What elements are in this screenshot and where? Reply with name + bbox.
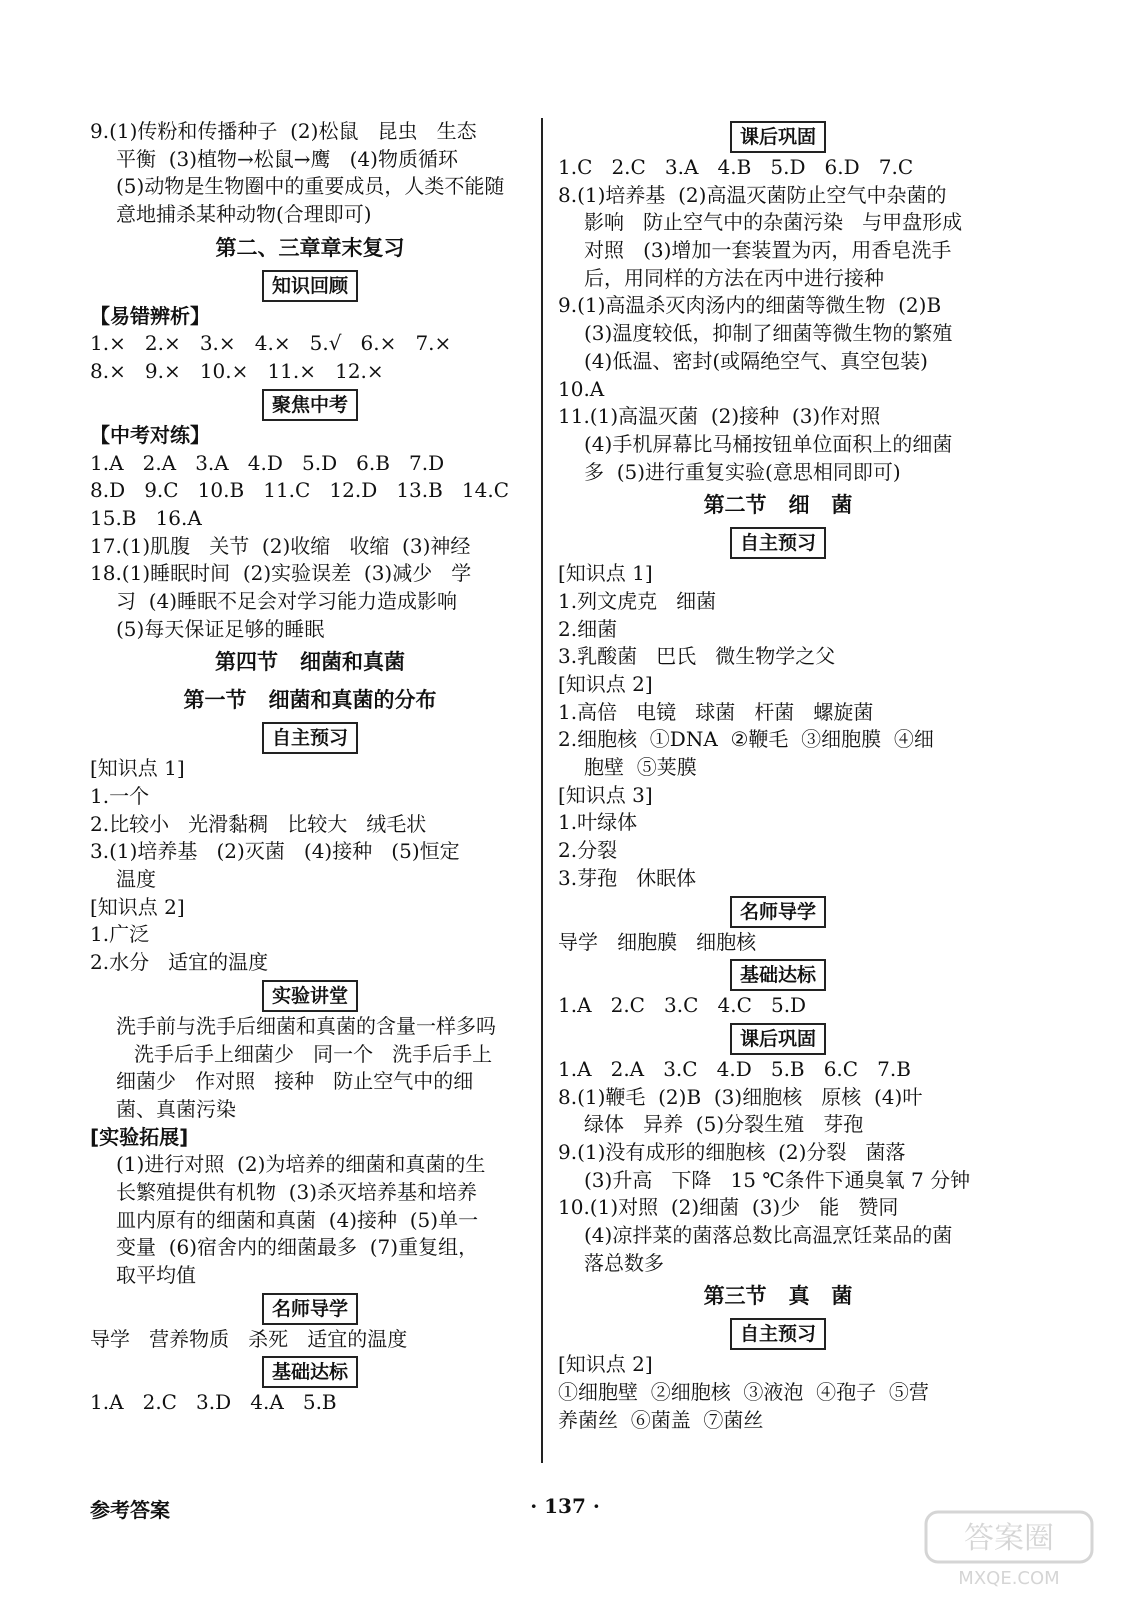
section-box-label: 名师导学 — [730, 896, 826, 928]
answer-line: 洗手后手上细菌少 同一个 洗手后手上 — [134, 1041, 493, 1066]
section-box-label: 自主预习 — [262, 722, 358, 754]
answer-line: 意地捕杀某种动物(合理即可) — [116, 202, 372, 227]
answer-line: 平衡 (3)植物→松鼠→鹰 (4)物质循环 — [116, 146, 458, 171]
section-box-label: 基础达标 — [730, 959, 826, 991]
answer-line: 8.(1)鞭毛 (2)B (3)细胞核 原核 (4)叶 — [558, 1084, 923, 1109]
left-column — [90, 118, 530, 1417]
answer-line: 多 (5)进行重复实验(意思相同即可) — [584, 459, 901, 484]
answer-line: (3)温度较低，抑制了细菌等微生物的繁殖 — [584, 321, 953, 346]
answer-line: [知识点 1] — [90, 756, 185, 781]
watermark-text: 答案圈 — [964, 1521, 1054, 1556]
section-box — [558, 118, 998, 154]
column-divider — [541, 118, 543, 1463]
section-box-label: 名师导学 — [262, 1293, 358, 1325]
answer-line: (5)每天保证足够的睡眠 — [116, 616, 325, 641]
section-box-label: 基础达标 — [262, 1356, 358, 1388]
section-box-label: 自主预习 — [730, 1318, 826, 1350]
answer-line: (4)低温、密封(或隔绝空气、真空包装) — [584, 348, 928, 373]
answer-line: 变量 (6)宿舍内的细菌最多 (7)重复组， — [116, 1235, 479, 1260]
answer-line: 9.(1)没有成形的细胞核 (2)分裂 菌落 — [558, 1139, 906, 1164]
answer-line: [知识点 1] — [558, 561, 653, 586]
answer-line: 2.细胞核 ①DNA ②鞭毛 ③细胞膜 ④细 — [558, 727, 934, 752]
subsection-label: 【中考对练】 — [90, 422, 210, 447]
answer-line: 取平均值 — [116, 1263, 196, 1287]
answer-line: 17.(1)肌腹 关节 (2)收缩 收缩 (3)神经 — [90, 533, 471, 558]
answer-line: 1.C 2.C 3.A 4.B 5.D 6.D 7.C — [558, 155, 914, 179]
answer-line: 2.比较小 光滑黏稠 比较大 绒毛状 — [90, 811, 427, 836]
answer-line: 1.A 2.C 3.D 4.A 5.B — [90, 1390, 337, 1415]
answer-line: 影响 防止空气中的杂菌污染 与甲盘形成 — [584, 210, 963, 235]
section-box — [90, 719, 530, 755]
answer-line: 温度 — [116, 867, 156, 892]
section-heading: 第二、三章章末复习 — [215, 235, 405, 260]
section-box-label: 实验讲堂 — [262, 980, 358, 1012]
subsection-label: [实验拓展] — [90, 1124, 189, 1149]
answer-line: [知识点 2] — [558, 672, 653, 696]
section-box — [558, 1020, 998, 1056]
answer-line: 2.分裂 — [558, 838, 618, 863]
answer-line: 3.(1)培养基 (2)灭菌 (4)接种 (5)恒定 — [90, 839, 460, 864]
section-box — [90, 267, 530, 303]
answer-line: 15.B 16.A — [90, 505, 202, 530]
answer-line: 1.一个 — [90, 784, 150, 808]
answer-line: 8.D 9.C 10.B 11.C 12.D 13.B 14.C — [90, 478, 510, 503]
section-box-label: 课后巩固 — [730, 1023, 826, 1055]
section-box-label: 自主预习 — [730, 527, 826, 559]
section-box — [558, 956, 998, 992]
section-box — [558, 1315, 998, 1351]
answer-line: 导学 细胞膜 细胞核 — [558, 929, 757, 954]
answer-line: 3.乳酸菌 巴氏 微生物学之父 — [558, 644, 836, 669]
watermark-url: MXQE.COM — [958, 1568, 1060, 1589]
answer-line: 1.叶绿体 — [558, 810, 638, 835]
answer-line: (3)升高 下降 15 ℃条件下通臭氧 7 分钟 — [584, 1167, 971, 1192]
section-box-label: 聚焦中考 — [262, 389, 358, 421]
answer-line: 1.A 2.A 3.A 4.D 5.D 6.B 7.D — [90, 450, 445, 475]
section-box — [90, 386, 530, 422]
answer-line: 8.× 9.× 10.× 11.× 12.× — [90, 359, 384, 384]
section-box — [558, 893, 998, 929]
section-box — [90, 1353, 530, 1389]
answer-line: 菌、真菌污染 — [116, 1096, 236, 1121]
section-box-label: 知识回顾 — [262, 270, 358, 302]
answer-line: 1.列文虎克 细菌 — [558, 588, 717, 613]
answer-line: 对照 (3)增加一套装置为丙，用香皂洗手 — [584, 238, 952, 263]
answer-line: ①细胞壁 ②细胞核 ③液泡 ④孢子 ⑤营 — [558, 1380, 929, 1405]
answer-line: 导学 营养物质 杀死 适宜的温度 — [90, 1326, 408, 1351]
answer-line: 1.× 2.× 3.× 4.× 5.√ 6.× 7.× — [90, 331, 452, 356]
section-heading: 第四节 细菌和真菌 — [215, 650, 405, 675]
answer-line: (5)动物是生物圈中的重要成员，人类不能随 — [116, 174, 505, 199]
answer-line: 9.(1)传粉和传播种子 (2)松鼠 昆虫 生态 — [90, 119, 477, 143]
section-box — [90, 1290, 530, 1326]
answer-line: 8.(1)培养基 (2)高温灭菌防止空气中杂菌的 — [558, 182, 947, 207]
answer-line: 长繁殖提供有机物 (3)杀灭培养基和培养 — [116, 1179, 478, 1204]
answer-line: 2.水分 适宜的温度 — [90, 950, 269, 975]
page-number: · 137 · — [530, 1494, 600, 1518]
answer-line: (1)进行对照 (2)为培养的细菌和真菌的生 — [116, 1152, 486, 1177]
answer-line: 绿体 异养 (5)分裂生殖 芽孢 — [584, 1112, 864, 1137]
answer-line: (4)手机屏幕比马桶按钮单位面积上的细菌 — [584, 431, 953, 456]
answer-line: 18.(1)睡眠时间 (2)实验误差 (3)减少 学 — [90, 561, 472, 586]
answer-line: 养菌丝 ⑥菌盖 ⑦菌丝 — [558, 1407, 764, 1432]
answer-line: 1.高倍 电镜 球菌 杆菌 螺旋菌 — [558, 699, 874, 724]
answer-line: [知识点 2] — [90, 894, 185, 919]
answer-line: 细菌少 作对照 接种 防止空气中的细 — [116, 1069, 474, 1094]
answer-line: 落总数多 — [584, 1250, 664, 1275]
answer-line: 1.A 2.A 3.C 4.D 5.B 6.C 7.B — [558, 1056, 911, 1081]
right-column — [558, 118, 998, 1434]
answer-line: 习 (4)睡眠不足会对学习能力造成影响 — [116, 588, 458, 613]
section-heading: 第二节 细 菌 — [703, 493, 853, 518]
section-box — [558, 524, 998, 560]
answer-line: 2.细菌 — [558, 616, 618, 641]
answer-line: 1.广泛 — [90, 922, 150, 947]
section-heading: 第三节 真 菌 — [703, 1284, 853, 1309]
watermark-logo — [924, 1510, 1094, 1590]
subsection-label: 【易错辨析】 — [90, 303, 210, 328]
section-box — [90, 977, 530, 1013]
answer-line: 10.(1)对照 (2)细菌 (3)少 能 赞同 — [558, 1195, 899, 1220]
section-heading: 第一节 细菌和真菌的分布 — [183, 688, 437, 713]
answer-line: 9.(1)高温杀灭肉汤内的细菌等微生物 (2)B — [558, 293, 942, 318]
answer-line: 皿内原有的细菌和真菌 (4)接种 (5)单一 — [116, 1207, 479, 1232]
answer-line: [知识点 2] — [558, 1352, 653, 1377]
answer-line: 1.A 2.C 3.C 4.C 5.D — [558, 993, 807, 1018]
answer-line: 3.芽孢 休眠体 — [558, 865, 697, 890]
answer-line: [知识点 3] — [558, 782, 653, 807]
section-box-label: 课后巩固 — [730, 121, 826, 153]
answer-line: 胞壁 ⑤荚膜 — [584, 755, 697, 780]
footer-label: 参考答案 — [90, 1498, 170, 1522]
answer-line: 10.A — [558, 376, 605, 401]
answer-line: 11.(1)高温灭菌 (2)接种 (3)作对照 — [558, 404, 881, 429]
answer-line: 洗手前与洗手后细菌和真菌的含量一样多吗 — [116, 1013, 496, 1038]
answer-line: (4)凉拌菜的菌落总数比高温烹饪菜品的菌 — [584, 1223, 953, 1247]
answer-line: 后，用同样的方法在丙中进行接种 — [584, 265, 884, 290]
